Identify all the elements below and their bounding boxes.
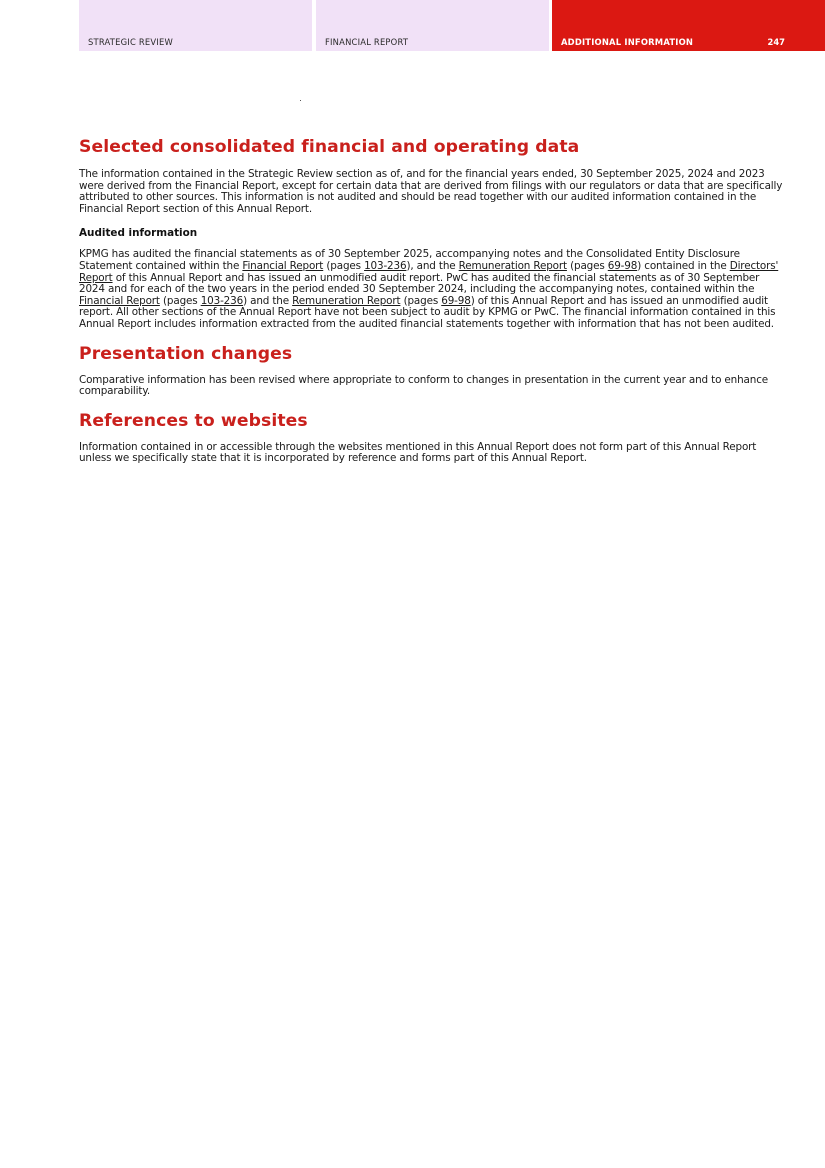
audit-text: (pages (400, 294, 442, 307)
remuneration-report-link[interactable]: Remuneration Report (458, 259, 567, 272)
stray-mark (300, 100, 301, 101)
tab-financial-report[interactable]: FINANCIAL REPORT (316, 0, 549, 51)
pages-69-98-link[interactable]: 69-98 (441, 294, 471, 307)
pages-69-98-link[interactable]: 69-98 (607, 259, 638, 272)
audit-text: ), and the (406, 259, 459, 272)
audit-text: (pages (159, 294, 201, 307)
tab-strategic-review[interactable]: STRATEGIC REVIEW (79, 0, 312, 51)
selected-data-heading: Selected consolidated financial and operating data (79, 137, 580, 157)
audited-information-paragraph (79, 249, 785, 330)
references-to-websites-paragraph: Information contained in or accessible through the websites mentioned in this Annual Report does not form part of this Annual Report unless we specifically state that it is incorporated by reference and forms part of this Annual Report. (79, 440, 757, 465)
presentation-changes-heading: Presentation changes (79, 343, 293, 364)
directors-report-link[interactable]: Directors' Report (79, 259, 779, 284)
section-nav-tabs (79, 0, 825, 51)
main-content (79, 136, 785, 465)
audit-text: (pages (566, 259, 608, 272)
audit-text: of this Annual Report and has issued an unmodified audit report. PwC has audited the financial statements as of 30 September 2024 and for each of the two years in the period ended 30 September 2024, including the accompanying notes, contained within the (79, 271, 760, 296)
audit-text: KPMG has audited the financial statements as of 30 September 2025, accompanying notes and the Consolidated Entity Disclosure Statement contained within the (79, 248, 740, 272)
audit-text: ) and the (243, 294, 293, 307)
pages-103-236-link[interactable]: 103-236 (364, 259, 407, 272)
financial-report-link[interactable]: Financial Report (79, 294, 160, 307)
audit-text: ) of this Annual Report and has issued an unmodified audit report. All other sections of the Annual Report have not been subject to audit by KPMG or PwC. The financial information contained in this Annual Report includes information extracted from the audited financial statements together with information that has not been audited. (79, 294, 776, 330)
presentation-changes-paragraph: Comparative information has been revised where appropriate to conform to changes in presentation in the current year and to enhance comparability. (79, 373, 769, 398)
tab-additional-information[interactable]: ADDITIONAL INFORMATION (552, 0, 825, 51)
page-number: 247 (767, 37, 785, 47)
audit-text: ) contained in the (637, 259, 730, 272)
audit-text: (pages (323, 259, 365, 272)
financial-report-link[interactable]: Financial Report (242, 259, 324, 272)
selected-data-intro: The information contained in the Strategic Review section as of, and for the financial years ended, 30 September 2025, 2024 and 2023 were derived from the Financial Report, except for certain data that are derived from filings with our regulators or data that are specifically attributed to other sources. This information is not audited and should be read together with our audited information contained in the Financial Report section of this Annual Report. (79, 168, 783, 215)
remuneration-report-link[interactable]: Remuneration Report (292, 294, 401, 307)
audited-information-heading: Audited information (79, 227, 198, 240)
references-to-websites-heading: References to websites (79, 410, 308, 431)
pages-103-236-link[interactable]: 103-236 (200, 294, 244, 307)
